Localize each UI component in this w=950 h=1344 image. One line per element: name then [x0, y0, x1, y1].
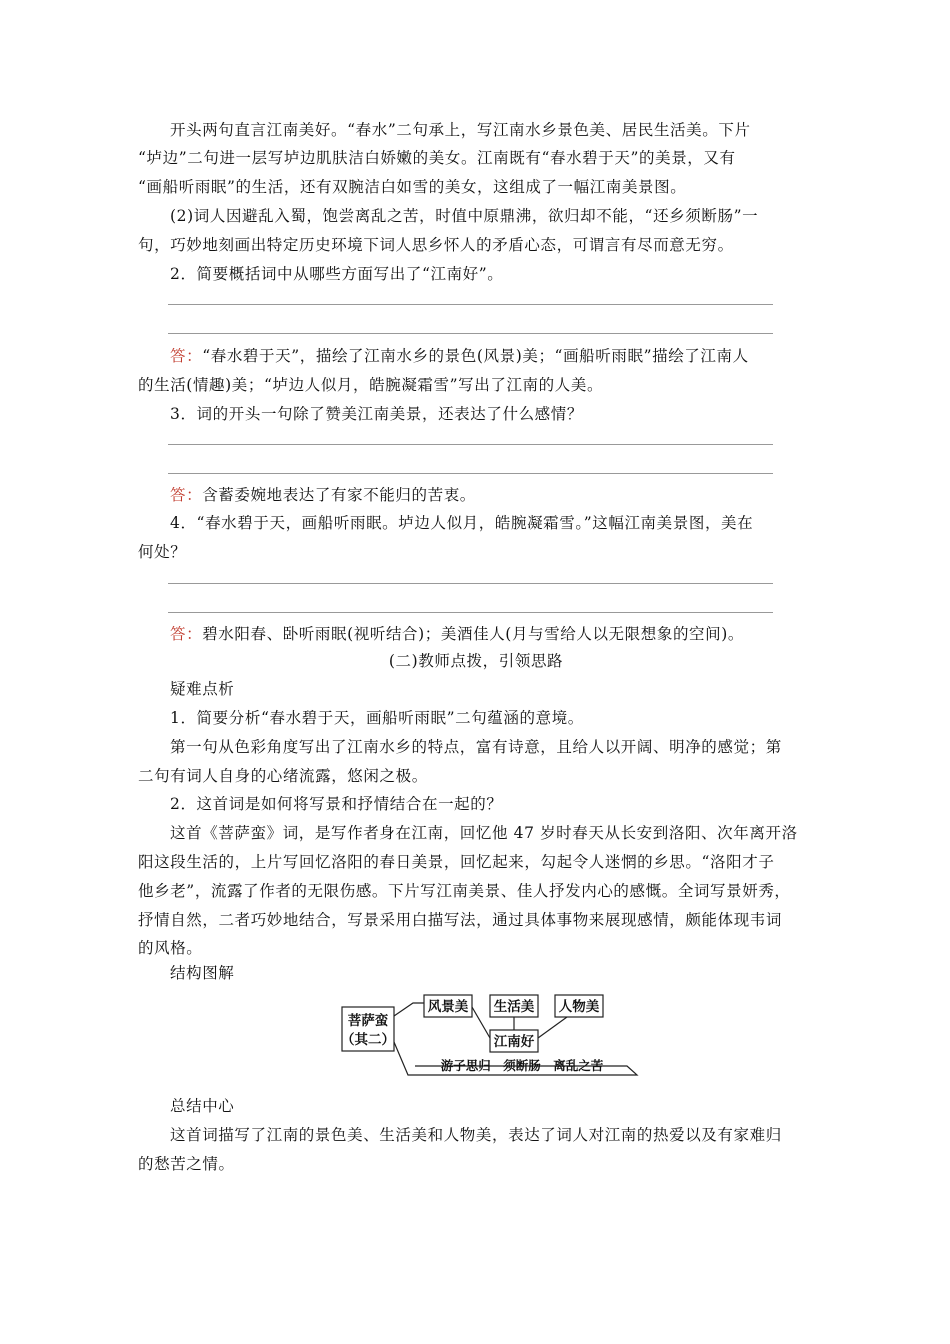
answer-2-line-2: 的生活(情趣)美；“垆边人似月，皓腕凝霜雪”写出了江南的人美。 — [138, 376, 604, 394]
difficult-answer-2-line-1: 这首《菩萨蛮》词，是写作者身在江南，回忆他 47 岁时春天从长安到洛阳、次年离开洛 — [170, 824, 798, 842]
answer-label: 答： — [170, 486, 203, 504]
diagram-label-people: 人物美 — [558, 999, 600, 1015]
answer-blank-line — [168, 583, 773, 584]
diagram-upper-bracket — [394, 1003, 424, 1016]
diagram-label-jiangnan: 江南好 — [493, 1034, 535, 1050]
difficult-answer-2-line-4: 抒情自然，二者巧妙地结合，写景采用白描写法，通过具体事物来展现感情，颇能体现韦词 — [138, 911, 783, 929]
structure-diagram — [330, 990, 650, 1080]
diagram-label-life: 生活美 — [493, 999, 535, 1015]
intro-line-1: 开头两句直言江南美好。“春水”二句承上，写江南水乡景色美、居民生活美。下片 — [170, 121, 751, 139]
summary-line-2: 的愁苦之情。 — [138, 1155, 235, 1173]
difficult-answer-2-line-2: 阳这段生活的，上片写回忆洛阳的春日美景，回忆起来，勾起令人迷惘的乡思。“洛阳才子 — [138, 853, 775, 871]
difficult-answer-2-line-3: 他乡老”，流露了作者的无限伤感。下片写江南美景、佳人抒发内心的感慨。全词写景妍秀， — [138, 882, 791, 900]
question-4-line-2: 何处？ — [138, 543, 187, 561]
answer-blank-line — [168, 333, 773, 334]
difficult-question-1: 1．简要分析“春水碧于天，画船听雨眠”二句蕴涵的意境。 — [170, 709, 584, 727]
diagram-label-scenery: 风景美 — [427, 999, 469, 1015]
difficult-answer-1-line-1: 第一句从色彩角度写出了江南水乡的特点，富有诗意，且给人以开阔、明净的感觉；第 — [170, 738, 782, 756]
summary-heading: 总结中心 — [170, 1097, 235, 1115]
answer-blank-line — [168, 473, 773, 474]
intro-line-3: “画船听雨眠”的生活，还有双腕洁白如雪的美女，这组成了一幅江南美景图。 — [138, 178, 687, 196]
answer-blank-line — [168, 444, 773, 445]
answer-text: 碧水阳春、卧听雨眠(视听结合)；美酒佳人(月与雪给人以无限想象的空间)。 — [202, 625, 744, 643]
diagram-title-line-2: （其二） — [341, 1032, 395, 1048]
intro-line-5: 句，巧妙地刻画出特定历史环境下词人思乡怀人的矛盾心态，可谓言有尽而意无穷。 — [138, 236, 734, 254]
answer-blank-line — [168, 612, 773, 613]
structure-heading: 结构图解 — [170, 964, 235, 982]
difficult-heading: 疑难点析 — [170, 680, 235, 698]
question-4-line-1: 4．“春水碧于天，画船听雨眠。垆边人似月，皓腕凝霜雪。”这幅江南美景图，美在 — [170, 514, 754, 532]
answer-4 — [170, 623, 814, 645]
intro-line-4: (2)词人因避乱入蜀，饱尝离乱之苦，时值中原鼎沸，欲归却不能，“还乡须断肠”一 — [170, 207, 759, 225]
answer-label: 答： — [170, 625, 203, 643]
difficult-question-2: 2．这首词是如何将写景和抒情结合在一起的？ — [170, 795, 503, 813]
intro-line-2: “垆边”二句进一层写垆边肌肤洁白娇嫩的美女。江南既有“春水碧于天”的美景，又有 — [138, 149, 736, 167]
answer-label: 答： — [170, 347, 203, 365]
answer-3 — [170, 484, 814, 506]
diagram-label-bottom: 游子思归 须断肠 离乱之苦 — [440, 1058, 604, 1073]
question-2: 2．简要概括词中从哪些方面写出了“江南好”。 — [170, 265, 504, 283]
summary-line-1: 这首词描写了江南的景色美、生活美和人物美，表达了词人对江南的热爱以及有家难归 — [170, 1126, 782, 1144]
answer-text: “春水碧于天”，描绘了江南水乡的景色(风景)美；“画船听雨眠”描绘了江南人 — [202, 347, 749, 365]
answer-blank-line — [168, 304, 773, 305]
answer-2-line-1 — [170, 345, 814, 367]
question-3: 3．词的开头一句除了赞美江南美景，还表达了什么感情？ — [170, 405, 583, 423]
diagram-title-line-1: 菩萨蛮 — [347, 1013, 389, 1029]
diagram-connector-left — [472, 1007, 490, 1038]
diagram-connector-right — [538, 1017, 567, 1038]
difficult-answer-2-line-5: 的风格。 — [138, 939, 203, 957]
section-title: (二)教师点拨，引领思路 — [388, 652, 564, 670]
answer-text: 含蓄委婉地表达了有家不能归的苦衷。 — [202, 486, 476, 504]
difficult-answer-1-line-2: 二句有词人自身的心绪流露，悠闲之极。 — [138, 767, 428, 785]
